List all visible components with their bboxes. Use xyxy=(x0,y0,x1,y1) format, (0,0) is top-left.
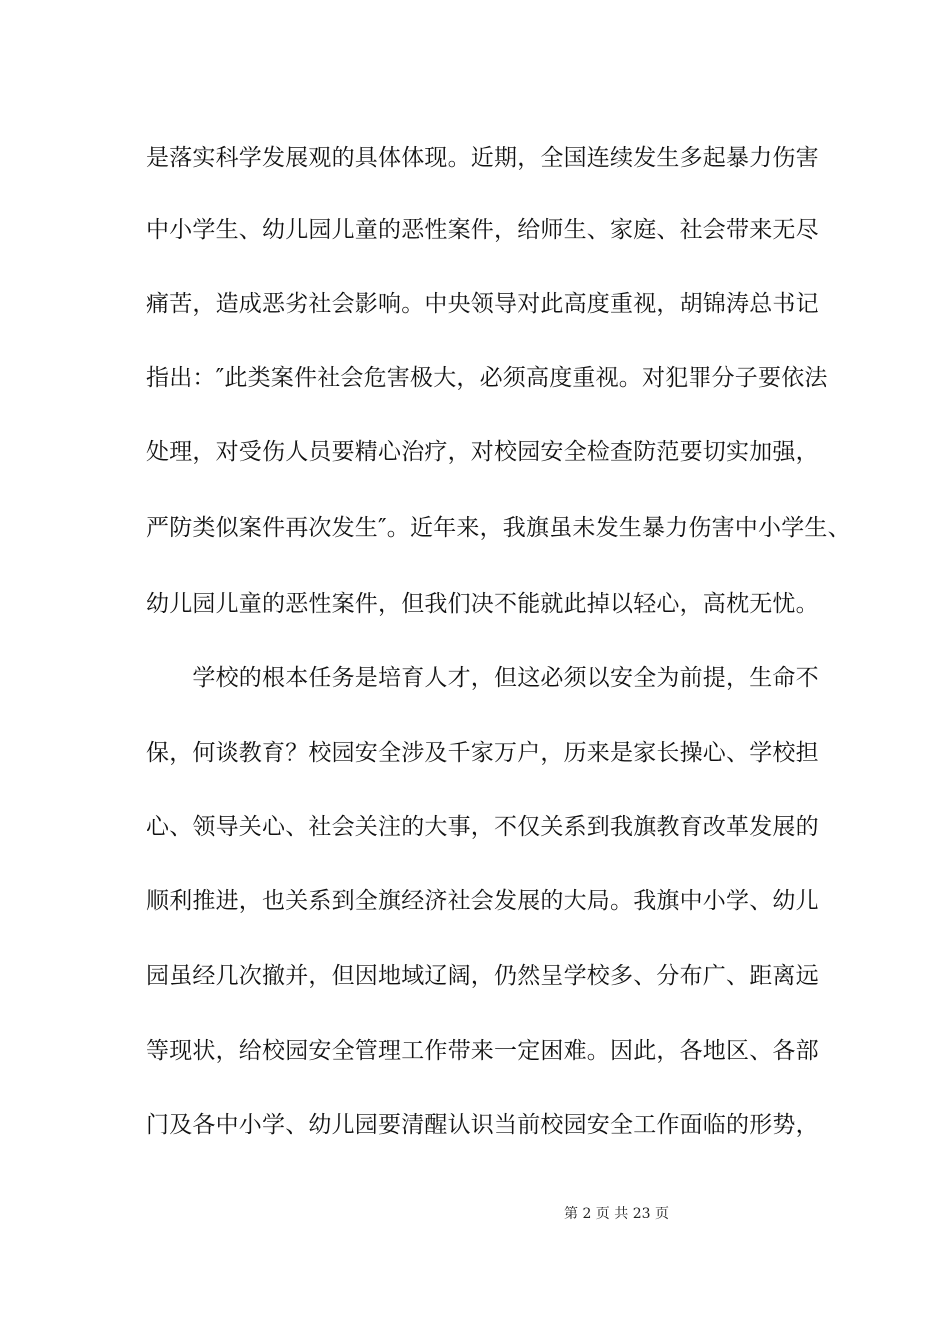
text-line: 顺利推进，也关系到全旗经济社会发展的大局。我旗中小学、幼儿 xyxy=(146,888,819,914)
text-line: 幼儿园儿童的恶性案件，但我们决不能就此掉以轻心，高枕无忧。 xyxy=(146,591,819,617)
text-line: 严防类似案件再次发生″。近年来，我旗虽未发生暴力伤害中小学生、 xyxy=(146,515,851,541)
text-line: 中小学生、幼儿园儿童的恶性案件，给师生、家庭、社会带来无尽 xyxy=(146,217,819,243)
text-line: 园虽经几次撤并，但因地域辽阔，仍然呈学校多、分布广、距离远 xyxy=(146,963,819,989)
text-line: 心、领导关心、社会关注的大事，不仅关系到我旗教育改革发展的 xyxy=(146,814,819,840)
text-line: 处理，对受伤人员要精心治疗，对校园安全检查防范要切实加强， xyxy=(146,439,819,465)
text-line: 门及各中小学、幼儿园要清醒认识当前校园安全工作面临的形势， xyxy=(146,1112,819,1138)
text-line: 痛苦，造成恶劣社会影响。中央领导对此高度重视，胡锦涛总书记 xyxy=(146,291,819,317)
text-line: 学校的根本任务是培育人才，但这必须以安全为前提，生命不 xyxy=(146,665,819,691)
page-number: 第 2 页 共 23 页 xyxy=(564,1206,669,1222)
text-line: 是落实科学发展观的具体体现。近期，全国连续发生多起暴力伤害 xyxy=(146,145,819,171)
text-line: 指出：″此类案件社会危害极大，必须高度重视。对犯罪分子要依法 xyxy=(146,365,828,391)
text-line: 保，何谈教育？校园安全涉及千家万户，历来是家长操心、学校担 xyxy=(146,740,819,766)
text-line: 等现状，给校园安全管理工作带来一定困难。因此，各地区、各部 xyxy=(146,1038,819,1064)
